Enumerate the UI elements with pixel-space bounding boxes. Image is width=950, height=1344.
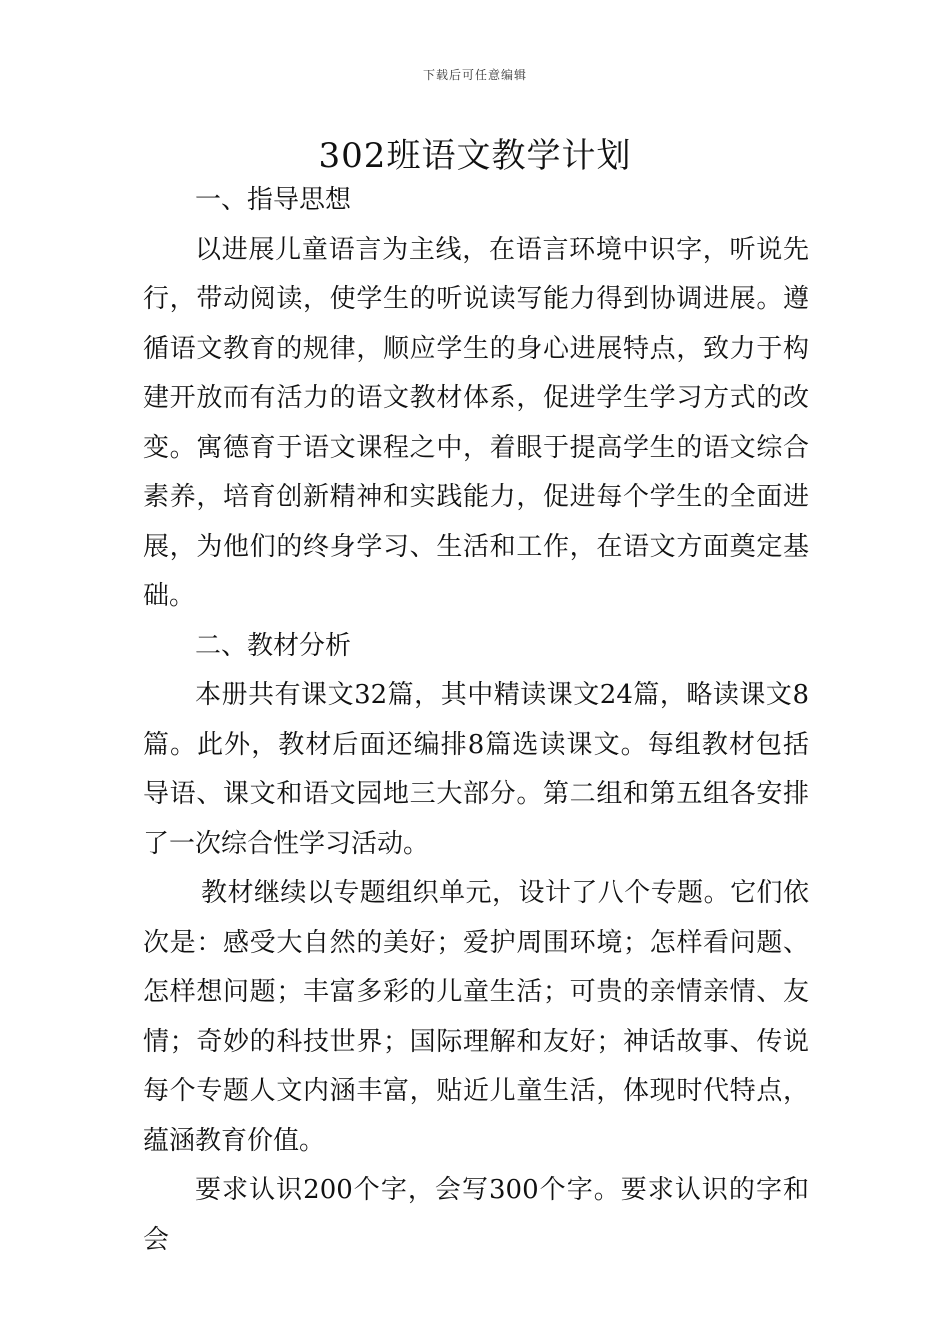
document-title: 302班语文教学计划 <box>318 136 632 176</box>
section-heading-textbook-analysis: 二、教材分析 <box>195 630 352 661</box>
section-heading-guiding-thought: 一、指导思想 <box>195 185 352 215</box>
paragraph-textbook-themes: 教材继续以专题组织单元，设计了八个专题。它们依次是：感受大自然的美好；爱护周围环境；怎样看问题、怎样想问题；丰富多彩的儿童生活；可贵的亲情亲情、友情；奇妙的科技世界；国际理解和友好；神话故事、传说每个专题人文内涵丰富，贴近儿童生活，体现时代特点，蕴涵教育价值。 <box>143 878 809 1156</box>
paragraph-textbook-overview: 本册共有课文32篇，其中精读课文24篇，略读课文8篇。此外，教材后面还编排8篇选读课文。每组教材包括导语、课文和语文园地三大部分。第二组和第五组各安排了一次综合性学习活动。 <box>143 680 809 859</box>
document-body <box>143 176 809 1265</box>
header-note: 下载后可任意编辑 <box>422 68 527 82</box>
paragraph-guiding-thought: 以进展儿童语言为主线，在语言环境中识字，听说先行，带动阅读，使学生的听说读写能力得到协调进展。遵循语文教育的规律，顺应学生的身心进展特点，致力于构建开放而有活力的语文教材体系，促进学生学习方式的改变。寓德育于语文课程之中，着眼于提高学生的语文综合素养，培育创新精神和实践能力，促进每个学生的全面进展，为他们的终身学习、生活和工作，在语文方面奠定基础。 <box>143 234 809 611</box>
paragraph-character-requirements: 要求认识200个字，会写300个字。要求认识的字和会 <box>143 1175 809 1255</box>
